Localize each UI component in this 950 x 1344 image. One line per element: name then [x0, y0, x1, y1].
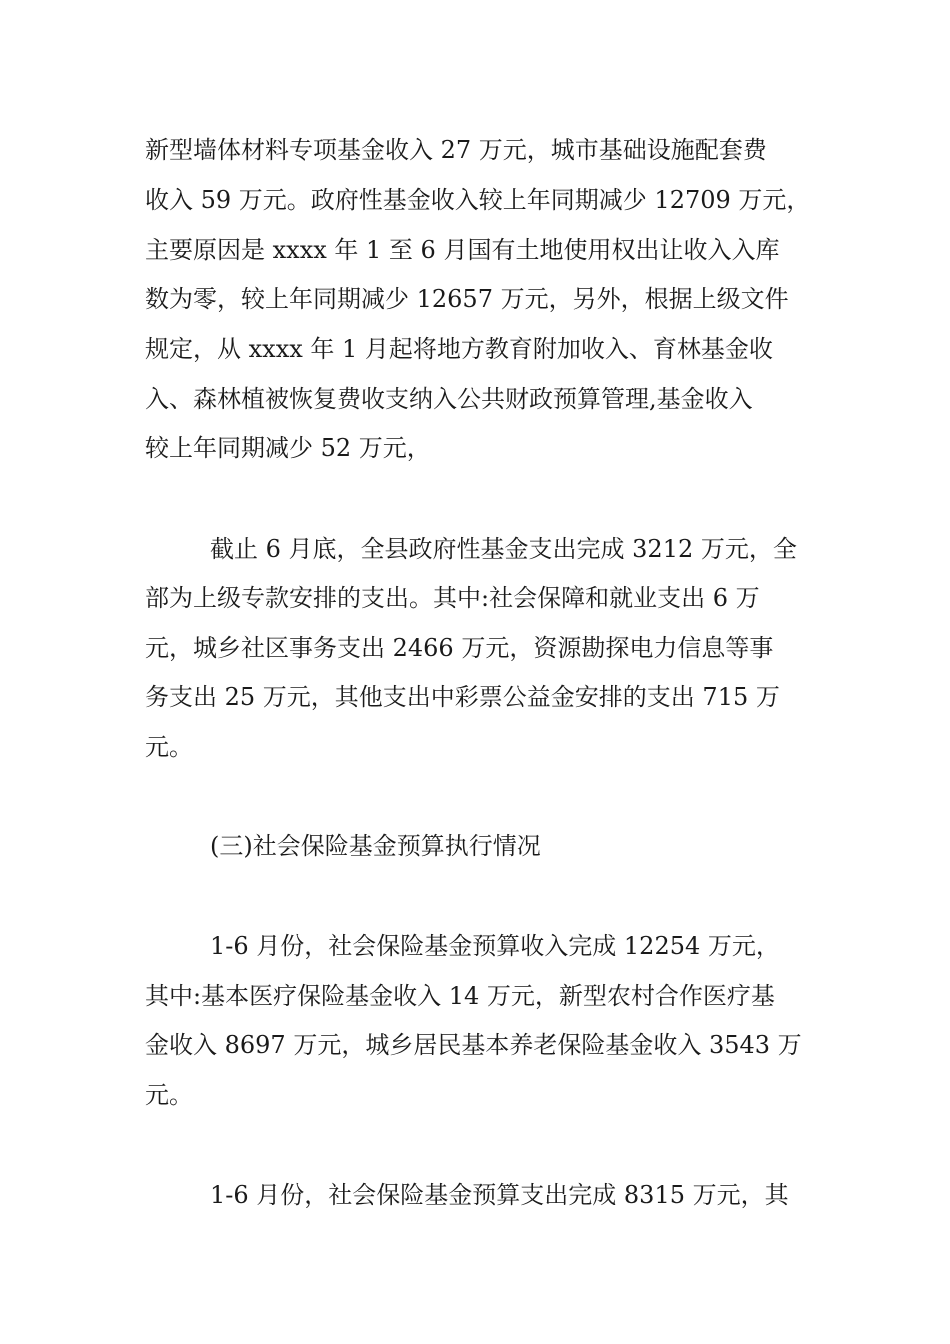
paragraph-1-line-5: 规定，从 xxxx 年 1 月起将地方教育附加收入、育林基金收 — [145, 335, 773, 363]
section-heading-3: (三)社会保险基金预算执行情况 — [210, 832, 541, 860]
paragraph-2-line-5: 元。 — [145, 733, 193, 761]
paragraph-1-line-4: 数为零，较上年同期减少 12657 万元，另外，根据上级文件 — [145, 285, 789, 313]
paragraph-1-line-6: 入、森林植被恢复费收支纳入公共财政预算管理,基金收入 — [145, 385, 753, 413]
paragraph-3-line-3: 金收入 8697 万元，城乡居民基本养老保险基金收入 3543 万 — [145, 1031, 802, 1059]
paragraph-3-line-1: 1-6 月份，社会保险基金预算收入完成 12254 万元， — [210, 932, 780, 960]
paragraph-3-line-4: 元。 — [145, 1081, 193, 1109]
paragraph-2-line-1: 截止 6 月底，全县政府性基金支出完成 3212 万元，全 — [210, 535, 797, 563]
paragraph-2-line-2: 部为上级专款安排的支出。其中:社会保障和就业支出 6 万 — [145, 584, 760, 612]
paragraph-4-line-1: 1-6 月份，社会保险基金预算支出完成 8315 万元，其 — [210, 1181, 789, 1209]
paragraph-1-line-2: 收入 59 万元。政府性基金收入较上年同期减少 12709 万元， — [145, 186, 811, 214]
paragraph-1-line-3: 主要原因是 xxxx 年 1 至 6 月国有土地使用权出让收入入库 — [145, 236, 780, 264]
paragraph-2-line-3: 元，城乡社区事务支出 2466 万元，资源勘探电力信息等事 — [145, 634, 774, 662]
paragraph-1-line-7: 较上年同期减少 52 万元， — [145, 434, 431, 462]
paragraph-1-line-1: 新型墙体材料专项基金收入 27 万元，城市基础设施配套费 — [145, 136, 767, 164]
paragraph-2-line-4: 务支出 25 万元，其他支出中彩票公益金安排的支出 715 万 — [145, 683, 780, 711]
paragraph-3-line-2: 其中:基本医疗保险基金收入 14 万元，新型农村合作医疗基 — [145, 982, 775, 1010]
